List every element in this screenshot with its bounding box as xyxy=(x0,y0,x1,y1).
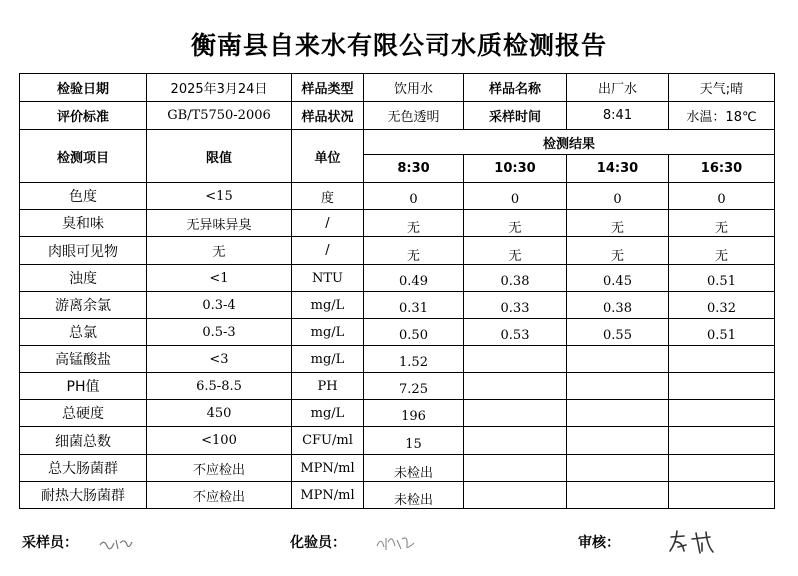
header-limit: 限值 xyxy=(147,130,292,183)
sample-status-value: 无色透明 xyxy=(364,102,464,130)
unit-cell: 度 xyxy=(292,183,364,210)
result-cell: 0.45 xyxy=(567,265,669,292)
result-cell: 无 xyxy=(567,210,669,237)
item-cell: 浊度 xyxy=(20,265,147,292)
header-time: 10:30 xyxy=(464,155,567,183)
reviewer-label: 审核： xyxy=(578,535,620,551)
date-label: 检验日期 xyxy=(20,74,147,102)
sample-status-label: 样品状况 xyxy=(292,102,364,130)
unit-cell: NTU xyxy=(292,265,364,292)
table-row xyxy=(20,265,775,292)
sample-type-value: 饮用水 xyxy=(364,74,464,102)
item-cell: 肉眼可见物 xyxy=(20,237,147,265)
unit-cell: mg/L xyxy=(292,292,364,319)
limit-cell: <1 xyxy=(147,265,292,292)
result-rows xyxy=(20,183,775,509)
result-cell: 0 xyxy=(669,183,775,210)
result-cell: 0.31 xyxy=(364,292,464,319)
item-cell: PH值 xyxy=(20,373,147,400)
info-row-1 xyxy=(20,74,775,102)
table-row xyxy=(20,210,775,237)
result-cell: 0.33 xyxy=(464,292,567,319)
item-cell: 总大肠菌群 xyxy=(20,455,147,482)
sample-time-value: 8:41 xyxy=(567,102,669,130)
limit-cell: 6.5-8.5 xyxy=(147,373,292,400)
result-cell xyxy=(567,400,669,427)
limit-cell: <15 xyxy=(147,183,292,210)
limit-cell: 0.5-3 xyxy=(147,319,292,346)
limit-cell: 不应检出 xyxy=(147,455,292,482)
table-row xyxy=(20,482,775,509)
header-time: 8:30 xyxy=(364,155,464,183)
limit-cell: 无 xyxy=(147,237,292,265)
unit-cell: CFU/ml xyxy=(292,427,364,455)
standard-label: 评价标准 xyxy=(20,102,147,130)
sample-time-label: 采样时间 xyxy=(464,102,567,130)
result-cell: 无 xyxy=(567,237,669,265)
result-cell: 196 xyxy=(364,400,464,427)
table-row xyxy=(20,400,775,427)
result-cell: 0.32 xyxy=(669,292,775,319)
result-cell xyxy=(464,427,567,455)
unit-cell: mg/L xyxy=(292,319,364,346)
report-table xyxy=(19,73,775,509)
unit-cell: PH xyxy=(292,373,364,400)
result-cell: 无 xyxy=(364,210,464,237)
result-cell: 1.52 xyxy=(364,346,464,373)
item-cell: 耐热大肠菌群 xyxy=(20,482,147,509)
tester-label: 化验员： xyxy=(290,535,346,551)
result-cell: 0.38 xyxy=(464,265,567,292)
result-cell: 0 xyxy=(464,183,567,210)
header-time: 16:30 xyxy=(669,155,775,183)
table-row xyxy=(20,292,775,319)
sample-name-label: 样品名称 xyxy=(464,74,567,102)
result-cell xyxy=(669,346,775,373)
result-cell: 无 xyxy=(669,210,775,237)
result-cell: 0.38 xyxy=(567,292,669,319)
result-cell: 0.49 xyxy=(364,265,464,292)
item-cell: 总硬度 xyxy=(20,400,147,427)
table-row xyxy=(20,373,775,400)
result-cell: 无 xyxy=(669,237,775,265)
sampler-label: 采样员： xyxy=(22,535,78,551)
standard-value: GB/T5750-2006 xyxy=(147,102,292,130)
result-cell: 0 xyxy=(567,183,669,210)
limit-cell: <3 xyxy=(147,346,292,373)
unit-cell: mg/L xyxy=(292,346,364,373)
unit-cell: mg/L xyxy=(292,400,364,427)
result-cell: 无 xyxy=(464,237,567,265)
result-cell xyxy=(669,482,775,509)
result-cell: 无 xyxy=(364,237,464,265)
result-cell xyxy=(567,373,669,400)
date-value: 2025年3月24日 xyxy=(147,74,292,102)
result-cell xyxy=(669,427,775,455)
item-cell: 细菌总数 xyxy=(20,427,147,455)
sample-type-label: 样品类型 xyxy=(292,74,364,102)
result-cell: 0.51 xyxy=(669,265,775,292)
result-cell xyxy=(669,400,775,427)
reviewer-signature xyxy=(666,527,722,559)
result-cell xyxy=(567,482,669,509)
header-row-1 xyxy=(20,130,775,155)
item-cell: 总氯 xyxy=(20,319,147,346)
result-cell: 未检出 xyxy=(364,482,464,509)
result-cell xyxy=(464,482,567,509)
report-title: 衡南县自来水有限公司水质检测报告 xyxy=(190,31,607,60)
result-cell xyxy=(567,346,669,373)
result-cell: 0.55 xyxy=(567,319,669,346)
result-cell xyxy=(464,373,567,400)
item-cell: 色度 xyxy=(20,183,147,210)
result-cell xyxy=(567,455,669,482)
table-row xyxy=(20,319,775,346)
unit-cell: / xyxy=(292,237,364,265)
limit-cell: 无异味异臭 xyxy=(147,210,292,237)
result-cell xyxy=(464,455,567,482)
water-temp-value: 水温：18℃ xyxy=(669,102,775,130)
limit-cell: 不应检出 xyxy=(147,482,292,509)
info-row-2 xyxy=(20,102,775,130)
limit-cell: 450 xyxy=(147,400,292,427)
header-unit: 单位 xyxy=(292,130,364,183)
unit-cell: / xyxy=(292,210,364,237)
result-cell: 0.53 xyxy=(464,319,567,346)
limit-cell: 0.3-4 xyxy=(147,292,292,319)
unit-cell: MPN/ml xyxy=(292,482,364,509)
result-cell xyxy=(669,373,775,400)
item-cell: 高锰酸盐 xyxy=(20,346,147,373)
result-cell xyxy=(669,455,775,482)
result-cell xyxy=(567,427,669,455)
result-cell xyxy=(464,346,567,373)
sample-name-value: 出厂水 xyxy=(567,74,669,102)
result-cell: 0.51 xyxy=(669,319,775,346)
header-results: 检测结果 xyxy=(364,130,775,155)
item-cell: 臭和味 xyxy=(20,210,147,237)
header-item: 检测项目 xyxy=(20,130,147,183)
weather-value: 天气;晴 xyxy=(669,74,775,102)
result-cell: 0.50 xyxy=(364,319,464,346)
result-cell: 未检出 xyxy=(364,455,464,482)
result-cell xyxy=(464,400,567,427)
table-row xyxy=(20,183,775,210)
table-row xyxy=(20,455,775,482)
table-row xyxy=(20,427,775,455)
unit-cell: MPN/ml xyxy=(292,455,364,482)
result-cell: 15 xyxy=(364,427,464,455)
sampler-signature xyxy=(96,531,136,555)
header-time: 14:30 xyxy=(567,155,669,183)
result-cell: 7.25 xyxy=(364,373,464,400)
item-cell: 游离余氯 xyxy=(20,292,147,319)
table-row xyxy=(20,237,775,265)
tester-signature xyxy=(374,530,420,556)
limit-cell: <100 xyxy=(147,427,292,455)
result-cell: 0 xyxy=(364,183,464,210)
result-cell: 无 xyxy=(464,210,567,237)
table-row xyxy=(20,346,775,373)
